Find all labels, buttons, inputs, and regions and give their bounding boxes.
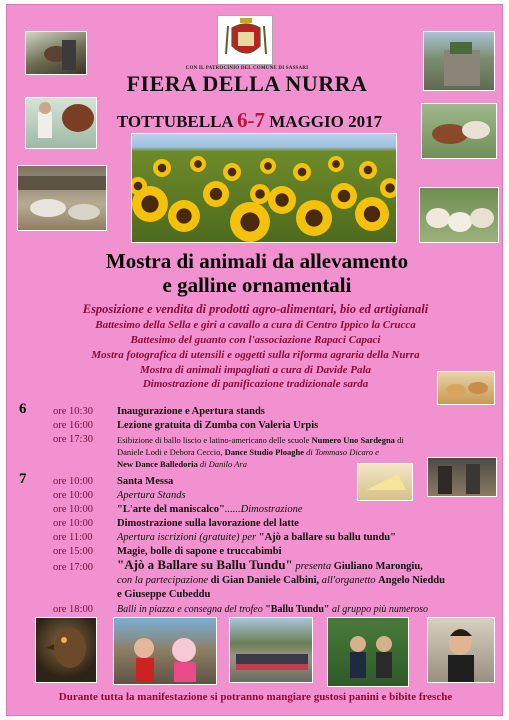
activity-horse: Battesimo della Sella e giri a cavallo a cura di Centro Ippico la Crucca — [95, 319, 416, 331]
event-date — [107, 108, 392, 133]
sunflower — [296, 200, 332, 236]
sunflower — [190, 156, 206, 172]
school-name: Numero Uno Sardegna — [311, 435, 395, 445]
text: "L'arte del maniscalco" — [117, 504, 225, 515]
headline-line-1: Mostra di animali da allevamento — [105, 249, 409, 273]
sunflower — [328, 156, 344, 172]
time-label: ore 10:00 — [53, 518, 93, 529]
text: all'organetto — [321, 575, 376, 586]
photo-bread — [437, 371, 495, 405]
sunflower — [268, 186, 296, 214]
photo-sheep — [419, 187, 499, 243]
photo-magician — [427, 617, 495, 683]
activity-bread: Dimostrazione di panificazione tradizionale sarda — [142, 378, 369, 390]
time-label: ore 18:00 — [53, 604, 93, 615]
photo-clown-show — [113, 617, 217, 685]
schedule-row-6-1730 — [53, 433, 93, 446]
photo-hawk — [35, 617, 97, 683]
sunflower — [293, 163, 311, 181]
photo-goats — [17, 165, 107, 231]
event-month-year: MAGGIO 2017 — [269, 112, 383, 131]
sunflower — [168, 200, 200, 232]
event-label: Apertura Stands — [117, 490, 186, 501]
text: Angelo Nieddu — [378, 575, 445, 586]
time-label: ore 17:00 — [53, 562, 93, 573]
text: con la partecipazione — [117, 575, 208, 586]
event-poster — [6, 4, 503, 716]
event-label: Santa Messa — [117, 476, 174, 487]
sunflower — [250, 184, 270, 204]
photo-dancers-square — [229, 617, 313, 683]
time-label: ore 10:00 — [53, 504, 93, 515]
activity-photo-exhibit: Mostra fotografica di utensili e oggetti sulla riforma agraria della Nurra — [91, 349, 420, 361]
patronage-text: CON IL PATROCINIO DEL COMUNE DI SASSARI — [185, 66, 309, 71]
school-name: New Dance Balledoria — [117, 459, 198, 469]
schedule-row-6-1030 — [53, 405, 93, 418]
time-label: ore 15:00 — [53, 546, 93, 557]
school-name: Dance Studio Ploaghe — [224, 447, 304, 457]
sunflower — [355, 197, 389, 231]
event-place: TOTTUBELLA — [116, 112, 233, 131]
event-title: FIERA DELLA NURRA — [126, 71, 368, 96]
text: al gruppo più numeroso — [331, 604, 428, 615]
event-label: Dimostrazione sulla lavorazione del latte — [117, 518, 299, 529]
time-label: ore 11:00 — [53, 532, 93, 543]
text: "Ajò a ballare su ballu tundu" — [258, 532, 396, 543]
photo-sunflowers — [131, 133, 397, 243]
footer-note: Durante tutta la manifestazione si potranno mangiare gustosi panini e bibite fresche — [58, 691, 453, 703]
event-dance-schools — [117, 434, 404, 470]
activity-expo: Esposizione e vendita di prodotti agro-alimentari, bio ed artigianali — [82, 302, 429, 316]
text: di Danilo Ara — [199, 459, 247, 469]
activity-glove: Battesimo del guanto con l'associazione Rapaci Capaci — [130, 334, 381, 346]
sunflower — [380, 178, 397, 198]
event-label: Inaugurazione e Apertura stands — [117, 406, 265, 417]
text: di Gian Daniele Calbini, — [210, 575, 320, 586]
text: "Ballu Tundu" — [265, 604, 330, 615]
time-label: ore 10:00 — [53, 476, 93, 487]
sunflower — [153, 159, 171, 177]
event-ballu-tundu — [117, 558, 445, 602]
event-label — [117, 531, 396, 544]
sunflower — [223, 163, 241, 181]
text: "Ajò a Ballare su Ballu Tundu" — [117, 557, 293, 572]
photo-blacksmith — [427, 457, 497, 497]
activity-taxidermy: Mostra di animali impagliati a cura di Davide Pala — [139, 364, 371, 376]
time-label: ore 17:30 — [53, 434, 93, 445]
time-label: ore 16:00 — [53, 420, 93, 431]
sunflower — [359, 161, 377, 179]
text: Apertura iscrizioni (gratuite) per — [117, 532, 257, 543]
day-7-label: 7 — [19, 471, 27, 487]
photo-cattle — [421, 103, 497, 159]
text: e Giuseppe Cubeddu — [117, 589, 211, 600]
event-label: Magie, bolle di sapone e truccabimbi — [117, 546, 282, 557]
event-label — [117, 503, 303, 516]
text: Balli in piazza e consegna del trofeo — [117, 604, 263, 615]
text: Daniele Lodi e Debora Ceccio, — [117, 447, 223, 457]
day-6-label: 6 — [19, 401, 27, 417]
text: di Tommaso Dicaro e — [306, 447, 379, 457]
photo-tv-program — [327, 617, 409, 687]
text: ......Dimostrazione — [224, 504, 303, 515]
photo-stone-ruin — [423, 31, 495, 91]
headline-line-2: e galline ornamentali — [162, 273, 352, 297]
event-label: Lezione gratuita di Zumba con Valeria Urpis — [117, 420, 319, 431]
time-label: ore 10:30 — [53, 406, 93, 417]
text: Giuliano Marongiu, — [333, 561, 423, 572]
time-label: ore 10:00 — [53, 490, 93, 501]
event-label — [117, 603, 428, 616]
text: presenta — [295, 561, 332, 572]
sunflower — [230, 202, 270, 242]
sunflower — [203, 181, 229, 207]
photo-falconer — [25, 31, 87, 75]
sunflower — [260, 158, 276, 174]
text: di — [397, 435, 404, 445]
text: Esibizione di ballo liscio e latino-americano delle scuole — [117, 435, 310, 445]
sunflower — [331, 183, 357, 209]
event-days: 6-7 — [237, 108, 266, 132]
sassari-coat-of-arms — [217, 15, 273, 65]
photo-child-horse — [25, 97, 97, 149]
schedule-row-6-1600 — [53, 419, 93, 432]
